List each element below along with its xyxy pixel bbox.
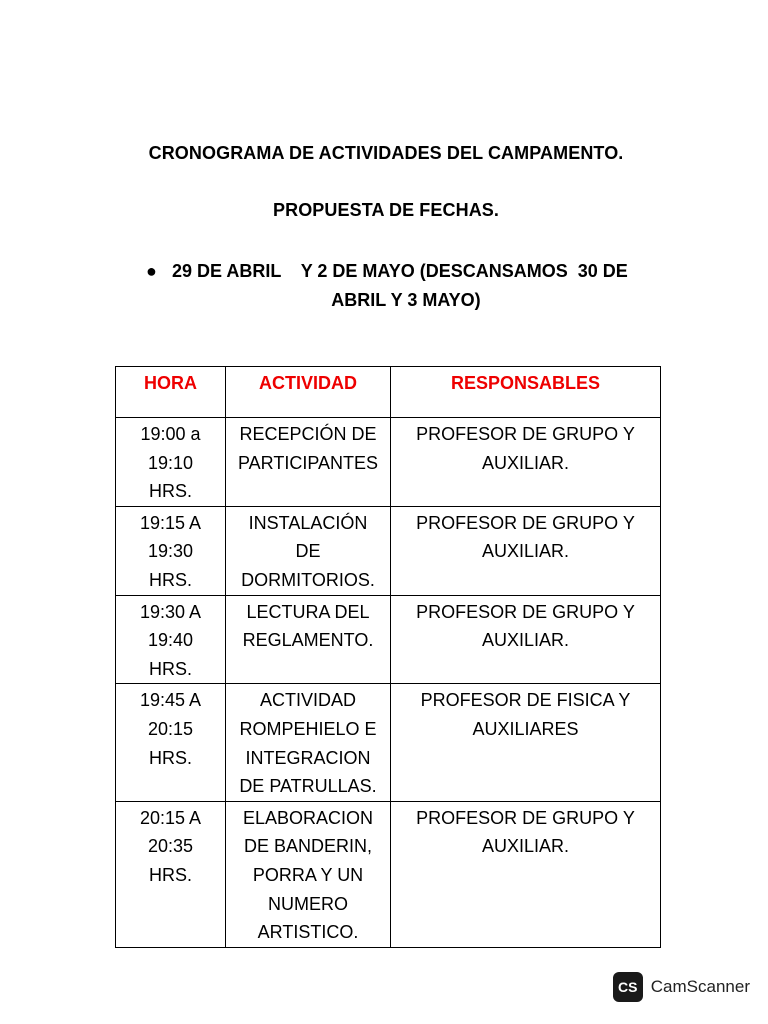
table-row xyxy=(116,801,661,947)
cell-actividad: ACTIVIDAD ROMPEHIELO E INTEGRACION DE PATRULLAS. xyxy=(226,684,391,801)
cell-responsables: PROFESOR DE GRUPO Y AUXILIAR. xyxy=(391,506,661,595)
cell-actividad: ELABORACION DE BANDERIN, PORRA Y UN NUMERO ARTISTICO. xyxy=(226,801,391,947)
camscanner-watermark xyxy=(613,972,750,1002)
bullet-icon: ● xyxy=(146,261,157,281)
header-responsables: RESPONSABLES xyxy=(391,367,661,418)
page-subtitle: PROPUESTA DE FECHAS. xyxy=(272,200,500,220)
table-row xyxy=(116,684,661,801)
camscanner-logo-icon: CS xyxy=(613,972,643,1002)
cell-hora: 19:30 A 19:40 HRS. xyxy=(116,595,226,684)
table-header-row xyxy=(116,367,661,418)
schedule-table xyxy=(115,366,661,948)
page-title: CRONOGRAMA DE ACTIVIDADES DEL CAMPAMENTO. xyxy=(148,143,624,163)
cell-actividad: RECEPCIÓN DE PARTICIPANTES xyxy=(226,418,391,507)
header-actividad: ACTIVIDAD xyxy=(226,367,391,418)
cell-hora: 20:15 A 20:35 HRS. xyxy=(116,801,226,947)
table-row xyxy=(116,595,661,684)
cell-actividad: LECTURA DEL REGLAMENTO. xyxy=(226,595,391,684)
header-hora: HORA xyxy=(116,367,226,418)
cell-responsables: PROFESOR DE GRUPO Y AUXILIAR. xyxy=(391,801,661,947)
table-row xyxy=(116,418,661,507)
cell-hora: 19:15 A 19:30 HRS. xyxy=(116,506,226,595)
cell-responsables: PROFESOR DE FISICA Y AUXILIARES xyxy=(391,684,661,801)
camscanner-name: CamScanner xyxy=(650,977,750,996)
cell-actividad: INSTALACIÓN DE DORMITORIOS. xyxy=(226,506,391,595)
cell-hora: 19:45 A 20:15 HRS. xyxy=(116,684,226,801)
bullet-text-line1: 29 DE ABRIL Y 2 DE MAYO (DESCANSAMOS 30 DE xyxy=(172,261,628,281)
cell-hora: 19:00 a 19:10 HRS. xyxy=(116,418,226,507)
bullet-text-line2: ABRIL Y 3 MAYO) xyxy=(331,290,481,310)
cell-responsables: PROFESOR DE GRUPO Y AUXILIAR. xyxy=(391,418,661,507)
table-row xyxy=(116,506,661,595)
cell-responsables: PROFESOR DE GRUPO Y AUXILIAR. xyxy=(391,595,661,684)
